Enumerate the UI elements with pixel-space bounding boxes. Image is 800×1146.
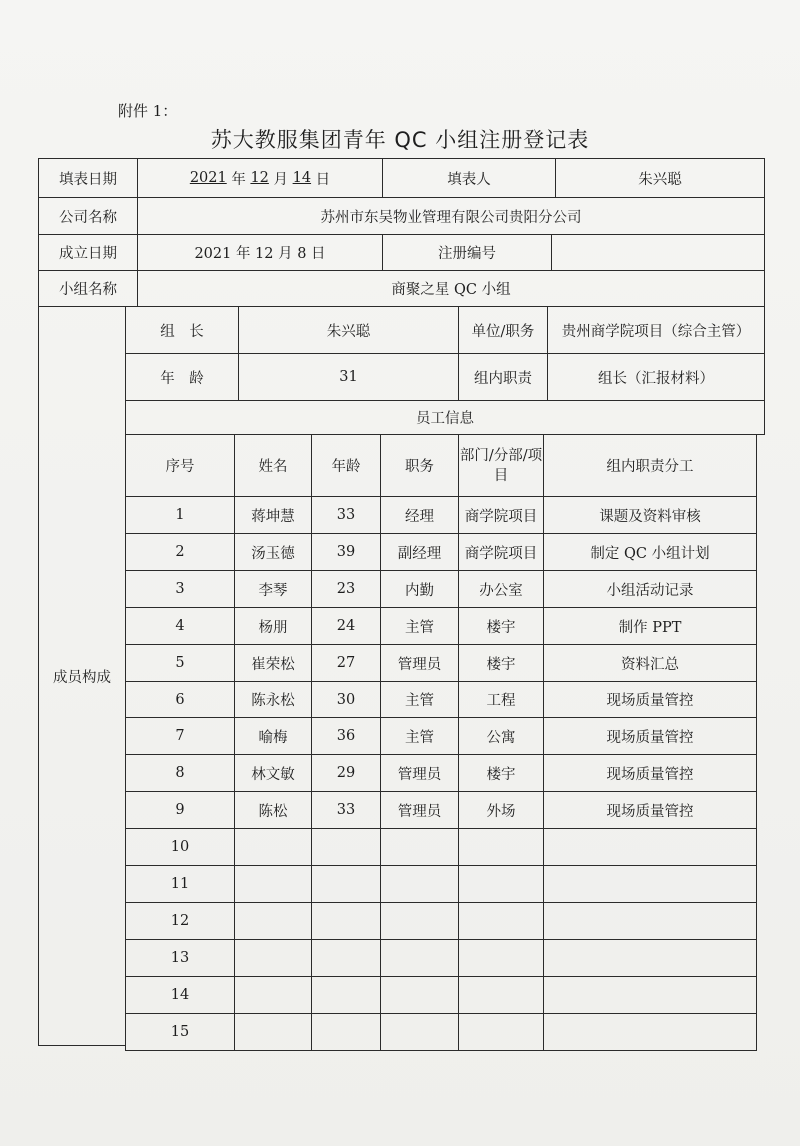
row-12-col-seq: 12 bbox=[125, 902, 235, 940]
row-2-col-duty: 制定 QC 小组计划 bbox=[543, 533, 757, 571]
reg-no-label: 注册编号 bbox=[382, 234, 552, 271]
row-7-col-position: 主管 bbox=[380, 717, 459, 755]
row-10-col-seq: 10 bbox=[125, 828, 235, 866]
row-10-col-position bbox=[380, 828, 459, 866]
reg-no-value bbox=[551, 234, 765, 271]
row-8-col-age: 29 bbox=[311, 754, 381, 792]
header-col-age: 年龄 bbox=[311, 434, 381, 497]
company-value: 苏州市东吴物业管理有限公司贵阳分公司 bbox=[137, 197, 765, 235]
staff-info-title: 员工信息 bbox=[125, 400, 765, 435]
leader-duty-label: 组内职责 bbox=[458, 353, 548, 401]
row-11-col-age bbox=[311, 865, 381, 903]
row-3-col-age: 23 bbox=[311, 570, 381, 608]
row-10-col-dept bbox=[458, 828, 544, 866]
row-14-col-name bbox=[234, 976, 312, 1014]
row-8-col-seq: 8 bbox=[125, 754, 235, 792]
row-5-col-age: 27 bbox=[311, 644, 381, 682]
row-11-col-position bbox=[380, 865, 459, 903]
leader-age-value: 31 bbox=[238, 353, 459, 401]
row-11-col-dept bbox=[458, 865, 544, 903]
row-7-col-age: 36 bbox=[311, 717, 381, 755]
row-9-col-position: 管理员 bbox=[380, 791, 459, 829]
leader-label: 组 长 bbox=[125, 306, 239, 354]
row-2-col-dept: 商学院项目 bbox=[458, 533, 544, 571]
row-6-col-seq: 6 bbox=[125, 681, 235, 718]
row-11-col-seq: 11 bbox=[125, 865, 235, 903]
row-15-col-duty bbox=[543, 1013, 757, 1051]
row-10-col-duty bbox=[543, 828, 757, 866]
row-5-col-position: 管理员 bbox=[380, 644, 459, 682]
row-3-col-dept: 办公室 bbox=[458, 570, 544, 608]
row-11-col-name bbox=[234, 865, 312, 903]
row-3-col-seq: 3 bbox=[125, 570, 235, 608]
row-15-col-seq: 15 bbox=[125, 1013, 235, 1051]
row-8-col-dept: 楼宇 bbox=[458, 754, 544, 792]
row-14-col-seq: 14 bbox=[125, 976, 235, 1014]
row-6-col-position: 主管 bbox=[380, 681, 459, 718]
row-4-col-age: 24 bbox=[311, 607, 381, 645]
row-4-col-seq: 4 bbox=[125, 607, 235, 645]
header-col-dept: 部门/分部/项目 bbox=[458, 434, 544, 497]
row-1-col-duty: 课题及资料审核 bbox=[543, 496, 757, 534]
row-7-col-name: 喻梅 bbox=[234, 717, 312, 755]
row-1-col-age: 33 bbox=[311, 496, 381, 534]
members-label: 成员构成 bbox=[38, 306, 126, 1046]
row-5-col-dept: 楼宇 bbox=[458, 644, 544, 682]
row-6-col-age: 30 bbox=[311, 681, 381, 718]
group-label: 小组名称 bbox=[38, 270, 138, 307]
row-8-col-duty: 现场质量管控 bbox=[543, 754, 757, 792]
row-8-col-name: 林文敏 bbox=[234, 754, 312, 792]
header-col-duty: 组内职责分工 bbox=[543, 434, 757, 497]
row-13-col-name bbox=[234, 939, 312, 977]
row-9-col-name: 陈松 bbox=[234, 791, 312, 829]
row-3-col-name: 李琴 bbox=[234, 570, 312, 608]
row-3-col-position: 内勤 bbox=[380, 570, 459, 608]
row-14-col-position bbox=[380, 976, 459, 1014]
row-12-col-position bbox=[380, 902, 459, 940]
row-6-col-name: 陈永松 bbox=[234, 681, 312, 718]
company-label: 公司名称 bbox=[38, 197, 138, 235]
header-col-name: 姓名 bbox=[234, 434, 312, 497]
row-6-col-dept: 工程 bbox=[458, 681, 544, 718]
leader-unit-label: 单位/职务 bbox=[458, 306, 548, 354]
row-14-col-age bbox=[311, 976, 381, 1014]
row-3-col-duty: 小组活动记录 bbox=[543, 570, 757, 608]
group-value: 商聚之星 QC 小组 bbox=[137, 270, 765, 307]
row-2-col-seq: 2 bbox=[125, 533, 235, 571]
leader-name: 朱兴聪 bbox=[238, 306, 459, 354]
row-7-col-seq: 7 bbox=[125, 717, 235, 755]
row-4-col-name: 杨朋 bbox=[234, 607, 312, 645]
header-col-seq: 序号 bbox=[125, 434, 235, 497]
row-12-col-name bbox=[234, 902, 312, 940]
row-5-col-seq: 5 bbox=[125, 644, 235, 682]
row-9-col-seq: 9 bbox=[125, 791, 235, 829]
founded-value: 2021 年 12 月 8 日 bbox=[137, 234, 383, 271]
filler-value: 朱兴聪 bbox=[555, 158, 765, 198]
row-9-col-age: 33 bbox=[311, 791, 381, 829]
row-5-col-name: 崔荣松 bbox=[234, 644, 312, 682]
row-11-col-duty bbox=[543, 865, 757, 903]
row-10-col-name bbox=[234, 828, 312, 866]
row-5-col-duty: 资料汇总 bbox=[543, 644, 757, 682]
row-15-col-position bbox=[380, 1013, 459, 1051]
row-2-col-age: 39 bbox=[311, 533, 381, 571]
row-10-col-age bbox=[311, 828, 381, 866]
row-15-col-age bbox=[311, 1013, 381, 1051]
row-1-col-seq: 1 bbox=[125, 496, 235, 534]
row-13-col-duty bbox=[543, 939, 757, 977]
founded-label: 成立日期 bbox=[38, 234, 138, 271]
fill-date-label: 填表日期 bbox=[38, 158, 138, 198]
row-1-col-name: 蒋坤慧 bbox=[234, 496, 312, 534]
row-2-col-name: 汤玉德 bbox=[234, 533, 312, 571]
fill-date-value: 2021 年 12 月 14 日 bbox=[137, 158, 383, 198]
row-15-col-name bbox=[234, 1013, 312, 1051]
row-12-col-dept bbox=[458, 902, 544, 940]
row-4-col-duty: 制作 PPT bbox=[543, 607, 757, 645]
row-12-col-duty bbox=[543, 902, 757, 940]
row-15-col-dept bbox=[458, 1013, 544, 1051]
leader-age-label: 年 龄 bbox=[125, 353, 239, 401]
row-8-col-position: 管理员 bbox=[380, 754, 459, 792]
filler-label: 填表人 bbox=[382, 158, 556, 198]
row-14-col-dept bbox=[458, 976, 544, 1014]
row-7-col-duty: 现场质量管控 bbox=[543, 717, 757, 755]
row-9-col-dept: 外场 bbox=[458, 791, 544, 829]
page-title: 苏大教服集团青年 QC 小组注册登记表 bbox=[210, 128, 590, 152]
row-14-col-duty bbox=[543, 976, 757, 1014]
annex-label: 附件 1： bbox=[118, 102, 178, 120]
row-12-col-age bbox=[311, 902, 381, 940]
row-13-col-age bbox=[311, 939, 381, 977]
row-13-col-position bbox=[380, 939, 459, 977]
row-7-col-dept: 公寓 bbox=[458, 717, 544, 755]
leader-unit-value: 贵州商学院项目（综合主管） bbox=[547, 306, 765, 354]
row-6-col-duty: 现场质量管控 bbox=[543, 681, 757, 718]
row-2-col-position: 副经理 bbox=[380, 533, 459, 571]
leader-duty-value: 组长（汇报材料） bbox=[547, 353, 765, 401]
row-1-col-dept: 商学院项目 bbox=[458, 496, 544, 534]
row-1-col-position: 经理 bbox=[380, 496, 459, 534]
row-9-col-duty: 现场质量管控 bbox=[543, 791, 757, 829]
row-4-col-position: 主管 bbox=[380, 607, 459, 645]
row-13-col-dept bbox=[458, 939, 544, 977]
row-4-col-dept: 楼宇 bbox=[458, 607, 544, 645]
row-13-col-seq: 13 bbox=[125, 939, 235, 977]
header-col-position: 职务 bbox=[380, 434, 459, 497]
